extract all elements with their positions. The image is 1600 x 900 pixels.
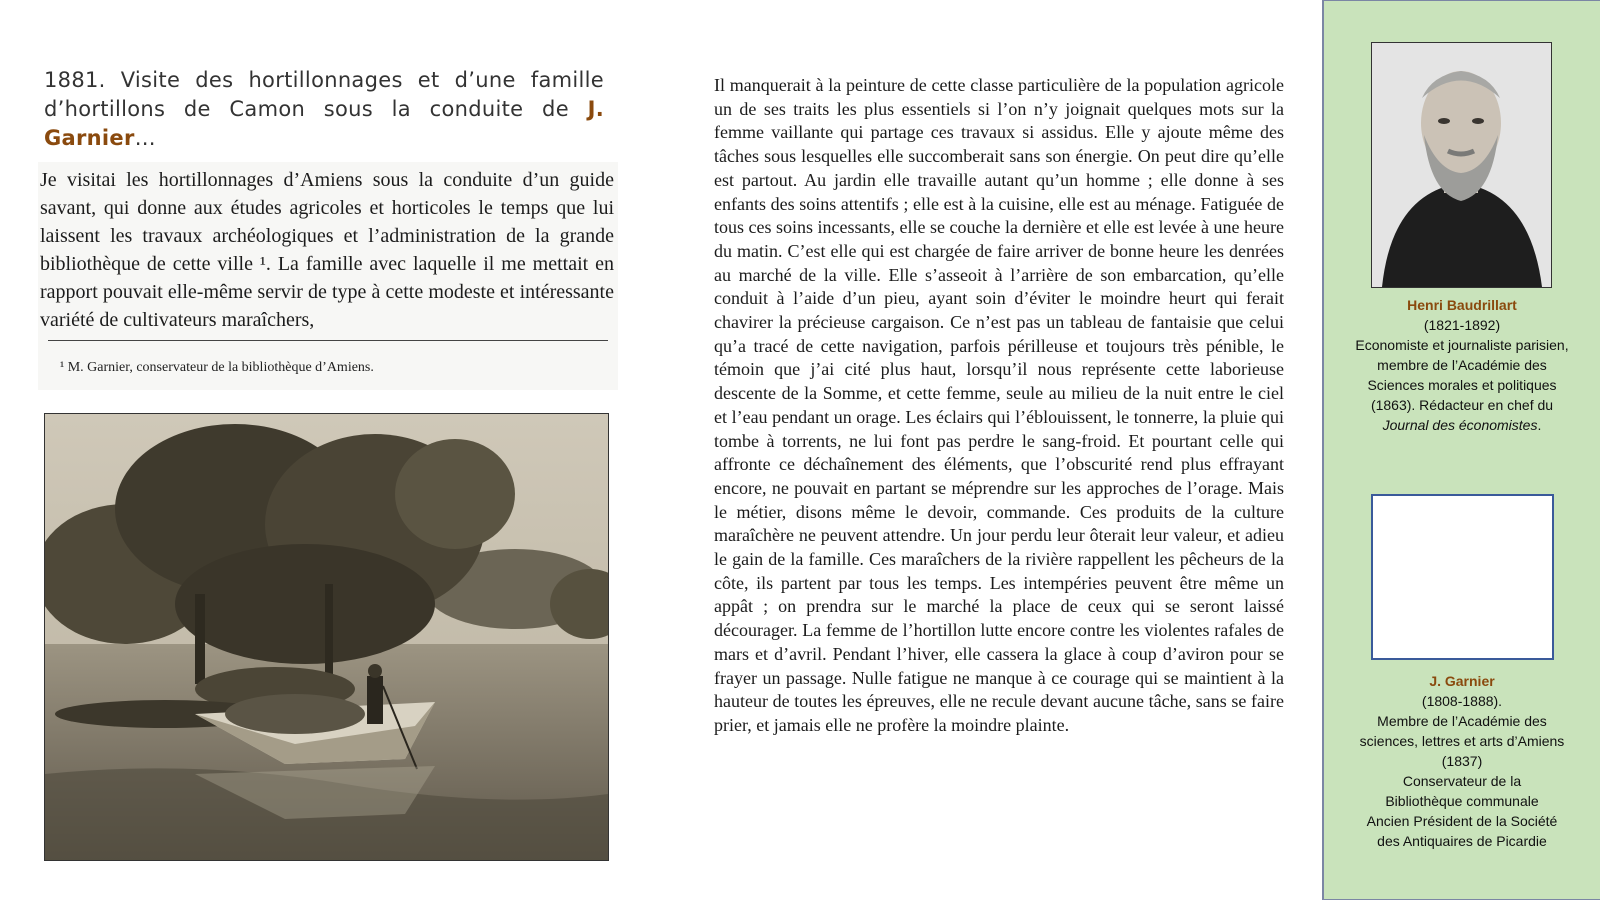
garnier-line2: Conservateur de la Bibliothèque communale	[1385, 773, 1539, 809]
page-heading	[44, 66, 604, 153]
biography-sidebar	[1322, 0, 1600, 900]
baudrillart-desc-end: .	[1537, 417, 1542, 433]
baudrillart-portrait	[1371, 42, 1552, 288]
excerpt-footnote: ¹ M. Garnier, conservateur de la bibliothèque d’Amiens.	[60, 360, 374, 375]
baudrillart-caption	[1332, 295, 1592, 435]
baudrillart-desc-text: Economiste et journaliste parisien, membre de l’Académie des Sciences morales et politiques (1863). Rédacteur en chef du	[1355, 337, 1569, 413]
baudrillart-dates: (1821-1892)	[1423, 317, 1501, 333]
baudrillart-journal: Journal des économistes	[1382, 417, 1538, 433]
heading-text: 1881. Visite des hortillonnages et d’une famille d’hortillons de Camon sous la conduite de	[44, 68, 604, 121]
footnote-divider	[48, 340, 608, 341]
heading-ellipsis: …	[134, 126, 156, 150]
garnier-portrait-frame	[1371, 494, 1554, 660]
portrait-illustration	[1372, 43, 1551, 287]
excerpt-text: Je visitai les hortillonnages d’Amiens sous la conduite d’un guide savant, qui donne aux études agricoles et horticoles le temps que lui laissent les travaux archéologiques et l’administration de la grande bibliothèque de cette ville ¹. La famille avec laquelle il me mettait en rapport pouvait elle-même servir de type à cette modeste et intéressante variété de cultivateurs maraîchers,	[40, 169, 614, 331]
baudrillart-name: Henri Baudrillart	[1407, 297, 1517, 313]
body-text: Il manquerait à la peinture de cette classe particulière de la population agricole un de ses traits les plus essentiels si l’on n’y joignait quelques mots sur la femme vaillante qui partage ces travaux si assidus. Elle y ajoute même des tâches sous lesquelles elle succomberait sans son énergie. On peut dire qu’elle est partout. Au jardin elle travaille autant qu’un homme ; elle donne à ses enfants des soins attentifs ; elle est à la cuisine, elle est au ménage. Fatiguée de tous ces soins incessants, elle se couche la dernière et elle est levée à une heure du matin. C’est elle qui est chargée de faire arriver de bonne heure les denrées au marché de la ville. Elle s’asseoit à l’arrière de son embarcation, qu’elle conduit à l’aide d’un pieu, ayant soin d’éviter le moindre heurt qui ferait chavirer la précieuse cargaison. Ce n’est pas un tableau de fantaisie que celui qu’a tracé de cette navigation, parfois périlleuse et toujours très pénible, le témoin que j’ai cité plus haut, lorsqu’il nous représente cette laborieuse descente de la Somme, et cette femme, seule au milieu de la nuit entre le ciel et l’eau pendant un orage. Les éclairs qui l’éblouissent, le tonnerre, la pluie qui tombe à torrents, ne lui font pas perdre le sang-froid. Et pourtant celle qui affronte ce déchaînement des éléments, que l’obscurité rend plus effrayant encore, ne pouvait en partant se méprendre sur les approches de l’orage. Mais le métier, disons même le devoir, commande. Ces produits de la culture maraîchère ne peuvent attendre. Un jour perdu leur ôterait leur valeur, et adieu le gain de la famille. Ces maraîchers de la rivière rappellent les pêcheurs de la côte, ils partent par tous les temps. Les intempéries peuvent être même un appât ; on prendra sur le marché la place de ceux qui se seront laissé décourager. La femme de l’hortillon lutte encore contre les violentes rafales de mars et d’avril. Pendant l’hiver, elle cassera la glace à coup d’aviron pour se frayer un passage. Nulle fatigue ne manque à ce courage qui se maintient à la hauteur de toutes les épreuves, elle ne recule devant aucune tâche, sans se faire prier, et jamais elle ne profère la moindre plainte.	[714, 75, 1284, 735]
garnier-line1: Membre de l’Académie des sciences, lettres et arts d’Amiens (1837)	[1359, 713, 1565, 769]
baudrillart-description	[1332, 335, 1592, 435]
heading-accent-name: J. Garnier	[44, 97, 604, 150]
photo-illustration	[45, 414, 608, 860]
book-excerpt	[38, 162, 618, 390]
garnier-line3: Ancien Président de la Société des Antiquaires de Picardie	[1366, 813, 1558, 849]
garnier-name: J. Garnier	[1429, 673, 1495, 689]
garnier-dates: (1808-1888).	[1421, 693, 1503, 709]
hortillonnages-photo	[44, 413, 609, 861]
garnier-caption	[1332, 671, 1592, 851]
